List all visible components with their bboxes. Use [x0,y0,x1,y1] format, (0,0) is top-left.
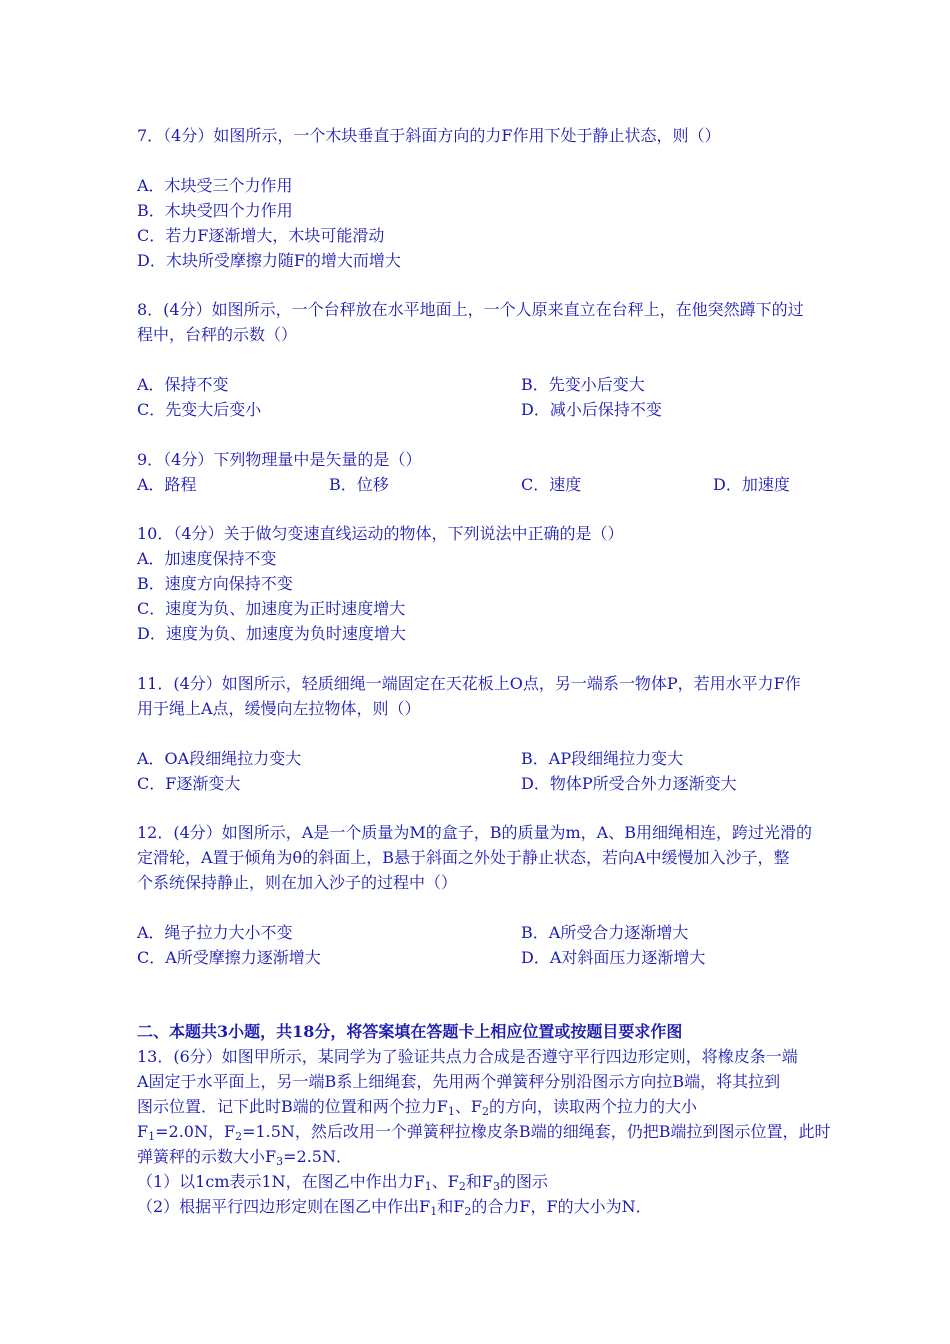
q13-part-1: （1）以1cm表示1N，在图乙中作出力$F_1$、$F_2$和$F_3$的图示 [137,1172,549,1193]
q10-option-d: D．速度为负、加速度为负时速度增大 [137,624,406,643]
q13-line-5: 弹簧秤的示数大小$F_3=2.5N$． [137,1147,352,1168]
q8-stem-line-2: 程中，台秤的示数（） [137,325,298,344]
q9-option-d: D．加速度 [713,475,790,494]
q7-stem: 7．（4分）如图所示，一个木块垂直于斜面方向的力F作用下处于静止状态，则（） [137,126,721,145]
q12-option-d: D．A对斜面压力逐渐增大 [521,948,706,967]
q12-option-b: B．A所受合力逐渐增大 [521,923,689,942]
q8-option-d: D．减小后保持不变 [521,400,662,419]
q13-part-2: （2）根据平行四边形定则在图乙中作出$F_1$和$F_2$的合力F，F的大小为N． [137,1197,652,1218]
q13-line-3: 图示位置．记下此时B端的位置和两个拉力$F_1$、$F_2$的方向，读取两个拉力的大小 [137,1097,697,1118]
q10-option-a: A．加速度保持不变 [137,549,277,568]
q7-option-a: A．木块受三个力作用 [137,176,293,195]
q11-option-d: D．物体P所受合外力逐渐变大 [521,774,737,793]
q8-option-b: B．先变小后变大 [521,375,645,394]
q12-option-a: A．绳子拉力大小不变 [137,923,293,942]
q10-option-b: B．速度方向保持不变 [137,574,293,593]
q12-option-c: C．A所受摩擦力逐渐增大 [137,948,321,967]
q9-option-b: B．位移 [329,475,389,494]
q7-option-c: C．若力F逐渐增大，木块可能滑动 [137,226,385,245]
q13-line-1: 13．(6分）如图甲所示，某同学为了验证共点力合成是否遵守平行四边形定则，将橡皮条一端 [137,1047,798,1066]
q7-option-d: D．木块所受摩擦力随F的增大而增大 [137,251,401,270]
q9-stem: 9．（4分）下列物理量中是矢量的是（） [137,450,422,469]
q9-option-a: A．路程 [137,475,197,494]
q11-stem-line-1: 11．(4分）如图所示，轻质细绳一端固定在天花板上O点，另一端系一物体P，若用水平力F作 [137,674,801,693]
q11-stem-line-2: 用于绳上A点，缓慢向左拉物体，则（） [137,699,421,718]
q8-stem-line-1: 8．(4分）如图所示，一个台秤放在水平地面上，一个人原来直立在台秤上，在他突然蹲下的过 [137,300,804,319]
q11-option-b: B．AP段细绳拉力变大 [521,749,684,768]
q12-stem-line-2: 定滑轮，A置于倾角为θ的斜面上，B悬于斜面之外处于静止状态，若向A中缓慢加入沙子，整 [137,848,790,867]
q11-option-a: A．OA段细绳拉力变大 [137,749,302,768]
q7-option-b: B．木块受四个力作用 [137,201,293,220]
section-heading: 二、本题共3小题，共18分，将答案填在答题卡上相应位置或按题目要求作图 [137,1022,683,1041]
q9-option-c: C．速度 [521,475,582,494]
q12-stem-line-1: 12．(4分）如图所示，A是一个质量为M的盒子，B的质量为m，A、B用细绳相连，跨过光滑的 [137,823,812,842]
q10-stem: 10．（4分）关于做匀变速直线运动的物体，下列说法中正确的是（） [137,524,624,543]
q8-option-c: C．先变大后变小 [137,400,262,419]
q11-option-c: C．F逐渐变大 [137,774,241,793]
q10-option-c: C．速度为负、加速度为正时速度增大 [137,599,406,618]
q12-stem-line-3: 个系统保持静止，则在加入沙子的过程中（） [137,873,458,892]
q8-option-a: A．保持不变 [137,375,229,394]
q13-line-2: A固定于水平面上，另一端B系上细绳套，先用两个弹簧秤分别沿图示方向拉B端，将其拉到 [137,1072,781,1091]
q13-line-4: $F_1=2.0N$，$F_2=1.5N$，然后改用一个弹簧秤拉橡皮条B端的细绳套，仍把B端拉到图示位置，此时 [137,1122,831,1143]
